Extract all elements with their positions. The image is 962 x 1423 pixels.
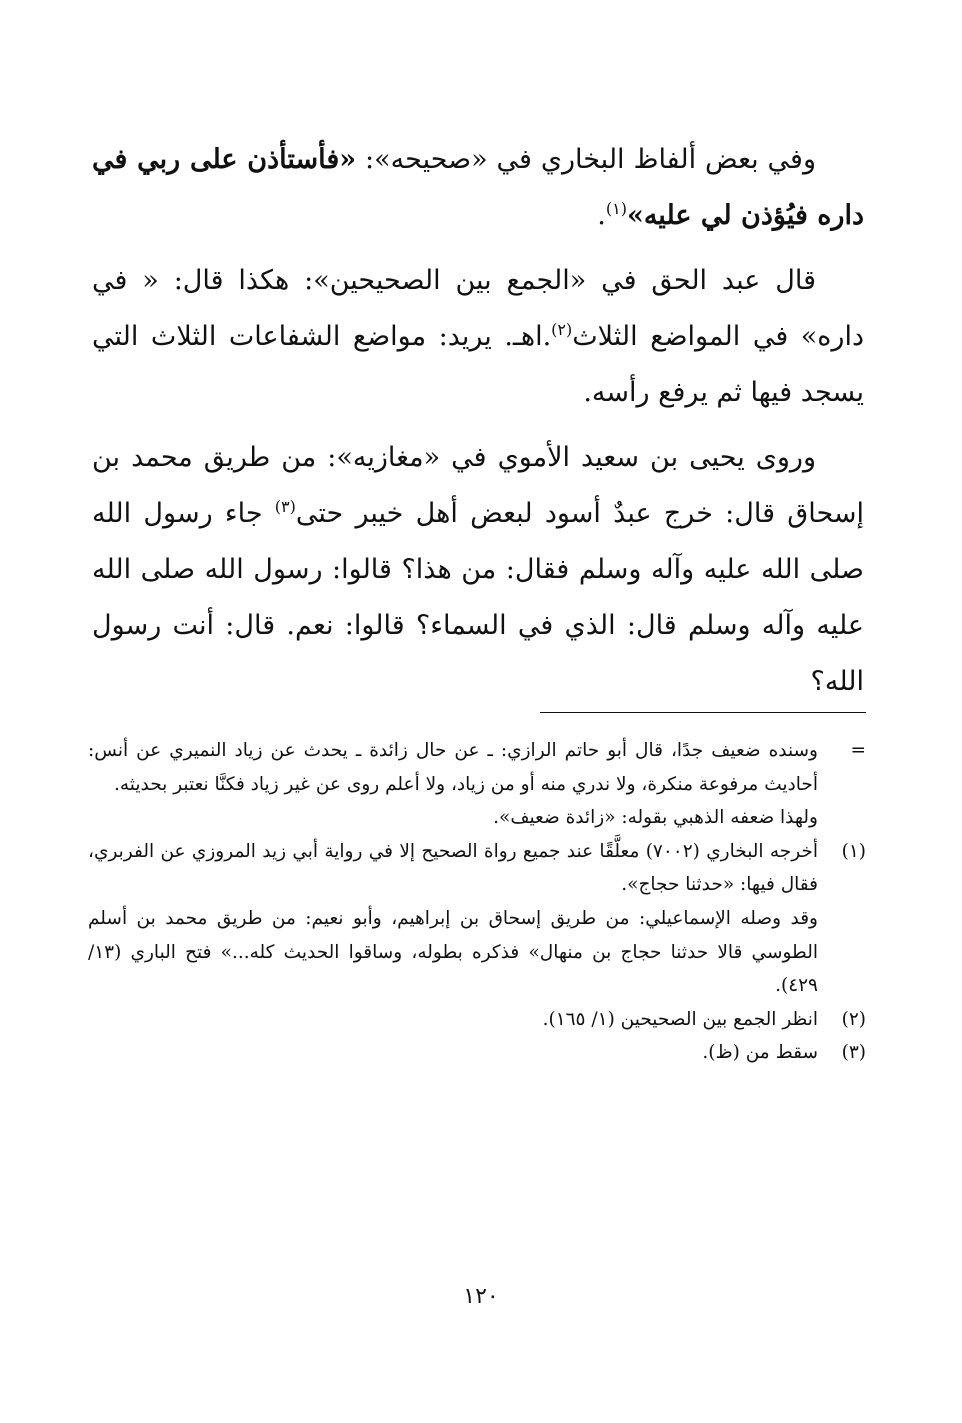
footnote-divider [540,712,866,713]
footnote-marker: (٢) [841,1008,866,1030]
footnote-body [88,1003,818,1037]
footnote-body [88,835,818,1003]
page-number: ١٢٠ [463,1284,499,1309]
paragraph-3-end: جاء رسول الله صلى الله عليه وآله وسلم فقال: من هذا؟ قالوا: رسول الله صلى الله عليه وآله وسلم قال: الذي في السماء؟ قالوا: نعم. قال: أنت رسول الله؟ [92,498,864,697]
footnote-1 [88,835,866,1003]
paragraph-2-end: .اهـ. يريد: مواضع الشفاعات الثلاث التي يسجد فيها ثم يرفع رأسه. [92,321,864,408]
paragraph-2-text: قال عبد الحق في «الجمع بين الصحيحين»: هكذا قال: « في داره» في المواضع الثلاث [92,265,864,352]
footnote-line: وسنده ضعيف جدًا، قال أبو حاتم الرازي: ـ عن حال زائدة ـ يحدث عن زياد النميري عن أنس: أحاديث مرفوعة منكرة، ولا ندري منه أو من زياد، ولا أعلم روى عن غير زياد فكنَّا نعتبر بحديثه. [88,740,818,795]
hadith-quote: «فأستأذن على ربي في داره فيُؤذن لي عليه» [92,144,864,231]
footnote-marker: = [850,740,866,761]
paragraph-1-end: . [597,200,606,231]
footnote-continued [88,734,866,835]
footnotes [88,734,866,1070]
footnote-ref-1: (١) [605,199,627,218]
footnote-ref-3: (٣) [274,497,296,516]
footnote-line: أخرجه البخاري (٧٠٠٢) معلَّقًا عند جميع رواة الصحيح إلا في رواية أبي زيد المروزي عن الفربري، فقال فيها: «حدثنا حجاج». [88,840,819,896]
footnote-marker: (١) [841,840,866,862]
paragraph-3 [92,430,864,710]
footnote-line: وقد وصله الإسماعيلي: من طريق إسحاق بن إبراهيم، وأبو نعيم: من طريق محمد بن أسلم الطوسي قالا حدثنا حجاج بن منهال» فذكره بطوله، وساقوا الحديث كله...» فتح الباري (١٣/ ٤٢٩). [88,907,818,997]
main-text [92,132,864,719]
footnote-line: سقط من (ظ). [702,1042,818,1064]
footnote-line: انظر الجمع بين الصحيحين (١/ ١٦٥). [542,1008,818,1030]
footnote-3 [88,1036,866,1070]
footnote-body [88,734,818,835]
paragraph-1 [92,132,864,244]
footnote-body [88,1036,818,1070]
footnote-line: ولهذا ضعفه الذهبي بقوله: «زائدة ضعيف». [493,807,818,829]
paragraph-3-text: وروى يحيى بن سعيد الأموي في «مغازيه»: من طريق محمد بن إسحاق قال: خرج عبدٌ أسود لبعض أهل خيبر حتى [92,442,864,529]
paragraph-2 [92,253,864,421]
footnote-ref-2: (٢) [551,320,573,339]
footnote-2 [88,1003,866,1037]
footnote-marker: (٣) [841,1042,866,1064]
paragraph-1-text: وفي بعض ألفاظ البخاري في «صحيحه»: [356,144,816,175]
